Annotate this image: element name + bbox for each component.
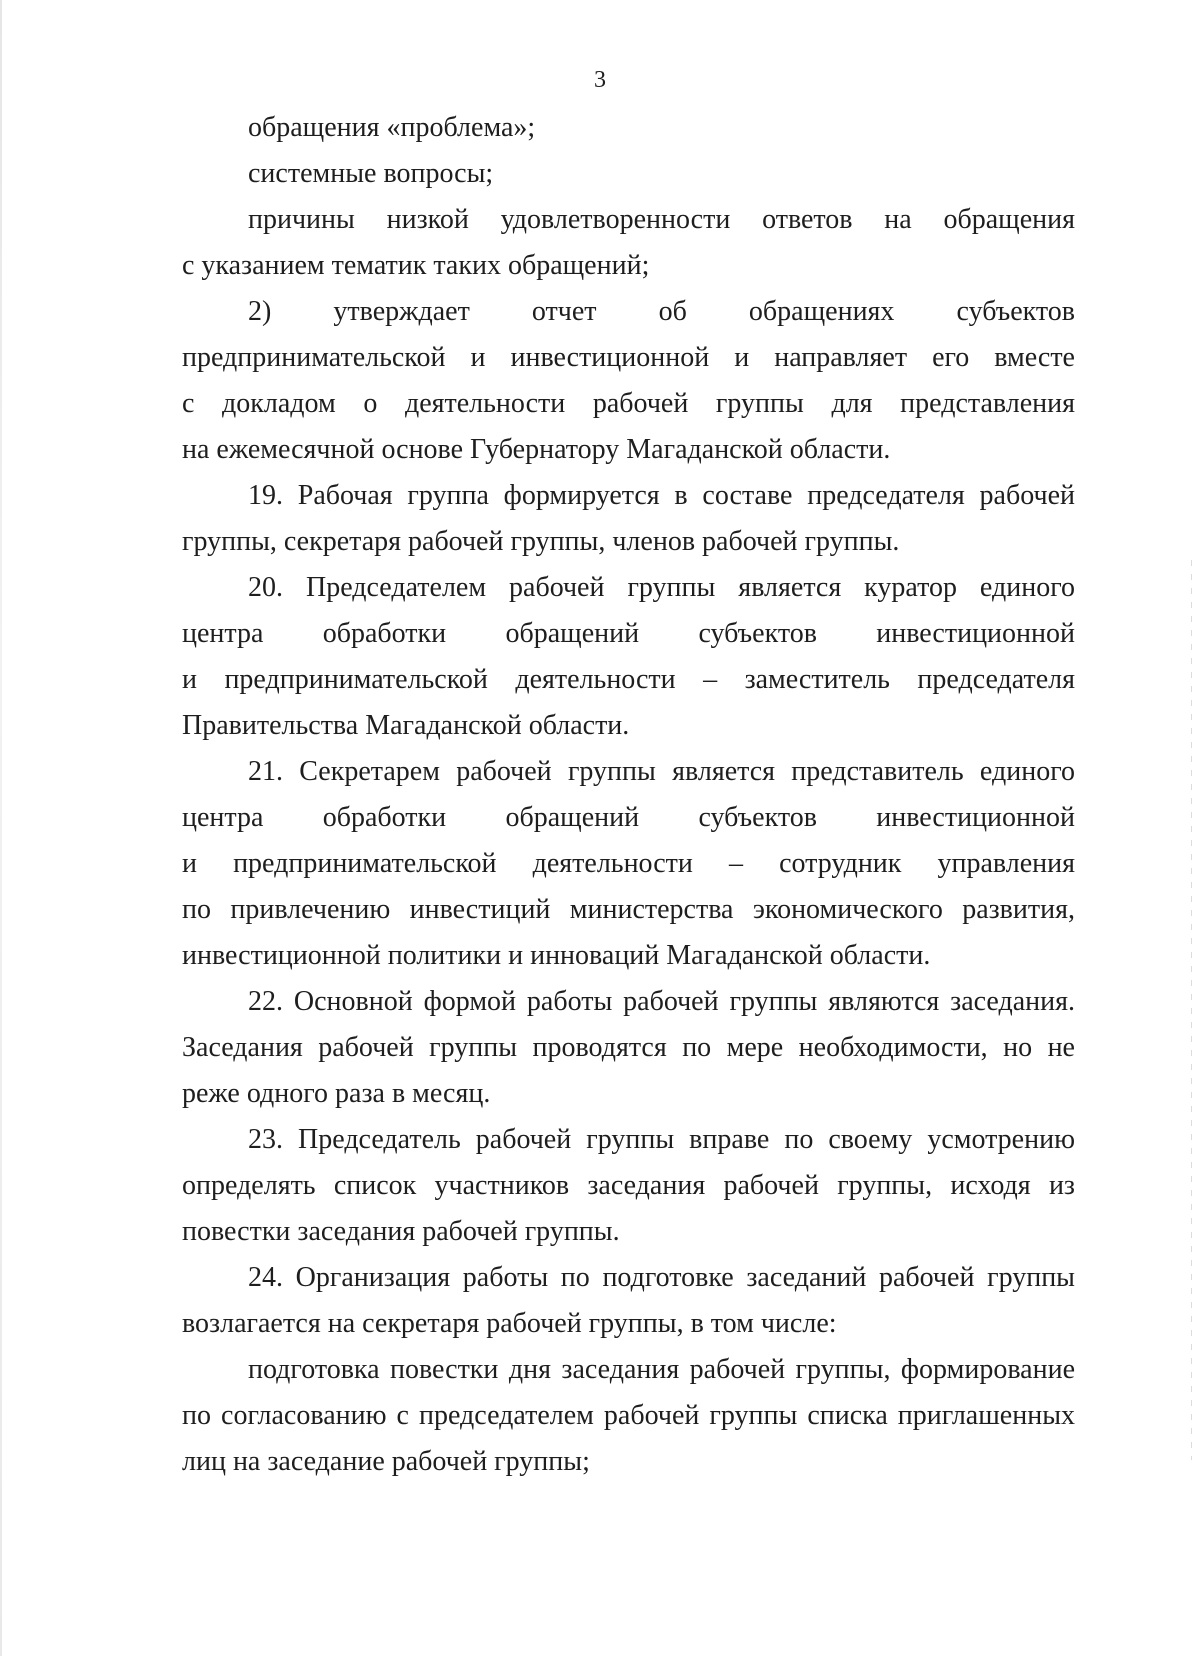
text-line: реже одного раза в месяц.	[182, 1078, 491, 1109]
text-line: 2) утверждает отчет об обращениях субъектов	[248, 296, 1075, 327]
text-line: по привлечению инвестиций министерства экономического развития,	[182, 894, 1075, 925]
text-line: системные вопросы;	[248, 158, 494, 189]
text-line: 20. Председателем рабочей группы является куратор единого	[248, 572, 1075, 603]
text-line: 21. Секретарем рабочей группы является представитель единого	[248, 756, 1075, 787]
text-line: инвестиционной политики и инноваций Магаданской области.	[182, 940, 931, 971]
scan-edge-right	[1191, 560, 1192, 1460]
text-line: повестки заседания рабочей группы.	[182, 1216, 620, 1247]
text-line: с докладом о деятельности рабочей группы для представления	[182, 388, 1075, 419]
text-line: обращения «проблема»;	[248, 112, 536, 143]
text-line: причины низкой удовлетворенности ответов на обращения	[248, 204, 1075, 235]
text-line: группы, секретаря рабочей группы, членов рабочей группы.	[182, 526, 900, 557]
text-line: подготовка повестки дня заседания рабочей группы, формирование	[248, 1354, 1075, 1385]
text-line: на ежемесячной основе Губернатору Магаданской области.	[182, 434, 891, 465]
page-number: 3	[594, 67, 606, 93]
scan-edge-left	[0, 0, 2, 1656]
text-line: 24. Организация работы по подготовке заседаний рабочей группы	[248, 1262, 1075, 1293]
text-line: предпринимательской и инвестиционной и направляет его вместе	[182, 342, 1075, 373]
text-line: 23. Председатель рабочей группы вправе по своему усмотрению	[248, 1124, 1075, 1155]
text-line: и предпринимательской деятельности – сотрудник управления	[182, 848, 1075, 879]
text-line: центра обработки обращений субъектов инвестиционной	[182, 618, 1075, 649]
text-line: центра обработки обращений субъектов инвестиционной	[182, 802, 1075, 833]
text-line: по согласованию с председателем рабочей группы списка приглашенных	[182, 1400, 1075, 1431]
text-line: определять список участников заседания рабочей группы, исходя из	[182, 1170, 1075, 1201]
text-line: возлагается на секретаря рабочей группы, в том числе:	[182, 1308, 837, 1339]
text-line: лиц на заседание рабочей группы;	[182, 1446, 590, 1477]
text-line: Заседания рабочей группы проводятся по мере необходимости, но не	[182, 1032, 1075, 1063]
text-line: с указанием тематик таких обращений;	[182, 250, 650, 281]
text-line: и предпринимательской деятельности – заместитель председателя	[182, 664, 1075, 695]
text-line: 19. Рабочая группа формируется в составе председателя рабочей	[248, 480, 1075, 511]
text-line: 22. Основной формой работы рабочей группы являются заседания.	[248, 986, 1075, 1017]
text-line: Правительства Магаданской области.	[182, 710, 630, 741]
